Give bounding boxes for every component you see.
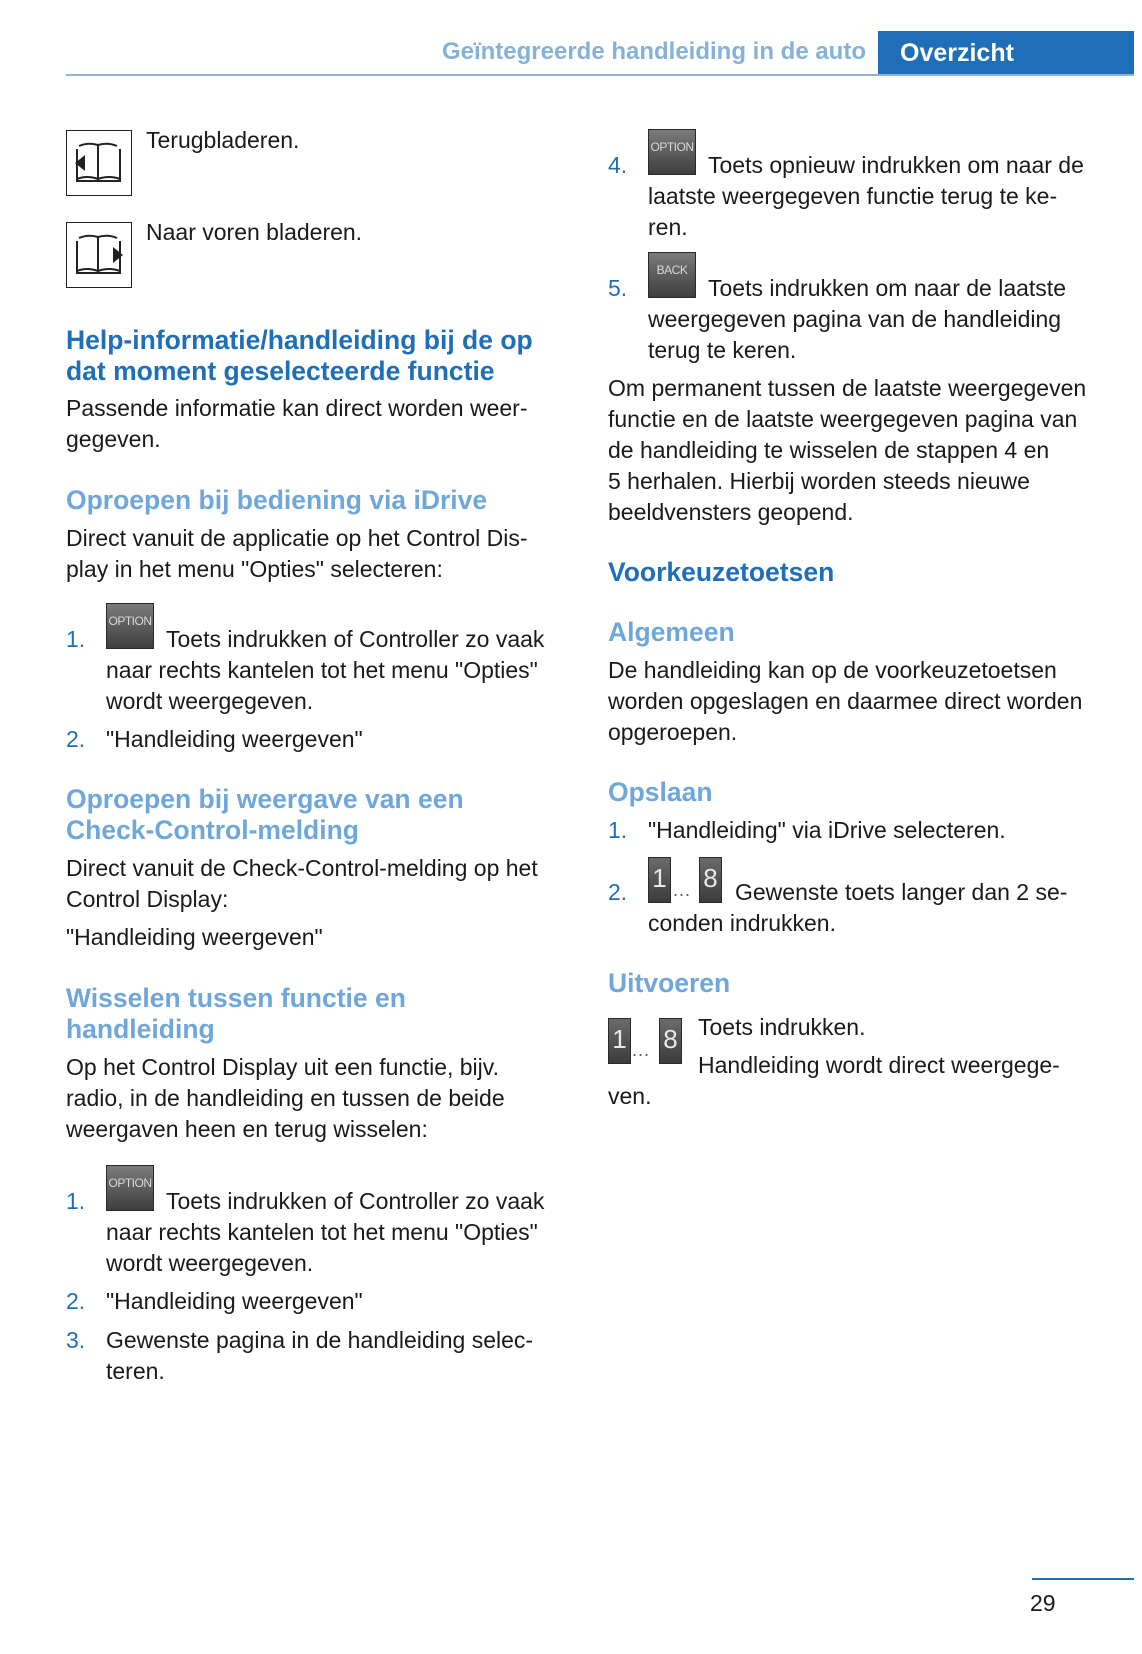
idrive-step-1-line3: wordt weergegeven. xyxy=(106,688,314,714)
save-step-2-line2: conden indrukken. xyxy=(648,910,836,936)
execute-line1: Toets indrukken. xyxy=(698,1014,866,1040)
help-text-line2: gegeven. xyxy=(66,426,161,452)
save-step-2-number: 2. xyxy=(608,879,628,905)
save-step-2-line1: Gewenste toets langer dan 2 se- xyxy=(735,879,1068,905)
cc-text-line1: Direct vanuit de Check-Control-melding op het xyxy=(66,855,538,881)
switch-heading-line2: handleiding xyxy=(66,1014,215,1044)
save-step-1-line1: "Handleiding" via iDrive selecteren. xyxy=(648,817,1006,843)
step-4-line3: ren. xyxy=(648,214,688,240)
switch-step-1-line2: naar rechts kantelen tot het menu "Opties" xyxy=(106,1219,538,1245)
idrive-text-line2: play in het menu "Opties" selecteren: xyxy=(66,556,443,582)
switch-text-line1: Op het Control Display uit een functie, bijv. xyxy=(66,1054,499,1080)
ellipsis-icon: ... xyxy=(632,1040,651,1060)
switch-step-3-number: 3. xyxy=(66,1327,86,1353)
help-text-line1: Passende informatie kan direct worden weer- xyxy=(66,395,528,421)
switch-step-1-number: 1. xyxy=(66,1188,86,1214)
switch-step-3-line2: teren. xyxy=(106,1358,165,1384)
general-text-line1: De handleiding kan op de voorkeuzetoetsen xyxy=(608,657,1057,683)
preset-heading: Voorkeuzetoetsen xyxy=(608,557,835,587)
execute-line2: Handleiding wordt direct weergege- xyxy=(698,1052,1060,1078)
preset-key-1-icon: 1 xyxy=(648,857,671,903)
help-heading-line1: Help-informatie/handleiding bij de op xyxy=(66,325,533,355)
switch-step-1-line1: Toets indrukken of Controller zo vaak xyxy=(166,1188,545,1214)
switch-text-line2: radio, in de handleiding en tussen de beide xyxy=(66,1085,505,1111)
step-5-line2: weergegeven pagina van de handleiding xyxy=(648,306,1062,332)
execute-heading: Uitvoeren xyxy=(608,968,731,998)
cc-heading-line2: Check-Control-melding xyxy=(66,815,359,845)
header-divider xyxy=(66,74,1134,76)
perm-text-line3: de handleiding te wisselen de stappen 4 en xyxy=(608,437,1050,463)
general-heading: Algemeen xyxy=(608,617,735,647)
step-5-number: 5. xyxy=(608,275,628,301)
idrive-heading: Oproepen bij bediening via iDrive xyxy=(66,485,488,515)
step-5-line3: terug te keren. xyxy=(648,337,797,363)
help-heading-line2: dat moment geselecteerde functie xyxy=(66,356,495,386)
save-step-1-number: 1. xyxy=(608,817,628,843)
idrive-step-2-number: 2. xyxy=(66,726,86,752)
switch-step-3-line1: Gewenste pagina in de handleiding selec- xyxy=(106,1327,534,1353)
step-5-line1: Toets indrukken om naar de laatste xyxy=(708,275,1066,301)
idrive-step-1-line2: naar rechts kantelen tot het menu "Opties" xyxy=(106,657,538,683)
idrive-step-2-line1: "Handleiding weergeven" xyxy=(106,726,363,752)
option-key-icon: OPTION xyxy=(106,1165,154,1211)
section-tab: Overzicht xyxy=(878,31,1134,75)
step-4-line1: Toets opnieuw indrukken om naar de xyxy=(708,152,1084,178)
idrive-step-1-number: 1. xyxy=(66,626,86,652)
option-key-icon: OPTION xyxy=(648,129,696,175)
switch-heading-line1: Wisselen tussen functie en xyxy=(66,983,406,1013)
cc-text-line3: "Handleiding weergeven" xyxy=(66,924,323,950)
switch-step-1-line3: wordt weergegeven. xyxy=(106,1250,314,1276)
cc-text-line2: Control Display: xyxy=(66,886,229,912)
switch-step-2-line1: "Handleiding weergeven" xyxy=(106,1288,363,1314)
option-key-icon: OPTION xyxy=(106,603,154,649)
perm-text-line5: beeldvensters geopend. xyxy=(608,499,854,525)
save-heading: Opslaan xyxy=(608,777,713,807)
book-back-icon xyxy=(66,130,132,196)
preset-key-1-icon: 1 xyxy=(608,1018,631,1064)
back-key-icon: BACK xyxy=(648,252,696,298)
switch-text-line3: weergaven heen en terug wisselen: xyxy=(66,1116,428,1142)
general-text-line2: worden opgeslagen en daarmee direct worden xyxy=(608,688,1083,714)
idrive-step-1-line1: Toets indrukken of Controller zo vaak xyxy=(166,626,545,652)
perm-text-line4: 5 herhalen. Hierbij worden steeds nieuwe xyxy=(608,468,1030,494)
preset-key-8-icon: 8 xyxy=(659,1018,682,1064)
page-number-rule xyxy=(1032,1578,1134,1580)
switch-step-2-number: 2. xyxy=(66,1288,86,1314)
execute-line3: ven. xyxy=(608,1083,652,1109)
forward-label: Naar voren bladeren. xyxy=(146,219,363,245)
step-4-number: 4. xyxy=(608,152,628,178)
preset-key-8-icon: 8 xyxy=(699,857,722,903)
chapter-title: Geïntegreerde handleiding in de auto xyxy=(441,38,866,65)
step-4-line2: laatste weergegeven functie terug te ke- xyxy=(648,183,1058,209)
book-forward-icon xyxy=(66,222,132,288)
back-label: Terugbladeren. xyxy=(146,127,300,153)
perm-text-line2: functie en de laatste weergegeven pagina van xyxy=(608,406,1078,432)
idrive-text-line1: Direct vanuit de applicatie op het Control Dis- xyxy=(66,525,528,551)
ellipsis-icon: ... xyxy=(673,880,692,900)
page-number: 29 xyxy=(1030,1590,1056,1616)
perm-text-line1: Om permanent tussen de laatste weergegeven xyxy=(608,375,1087,401)
cc-heading-line1: Oproepen bij weergave van een xyxy=(66,784,464,814)
general-text-line3: opgeroepen. xyxy=(608,719,738,745)
